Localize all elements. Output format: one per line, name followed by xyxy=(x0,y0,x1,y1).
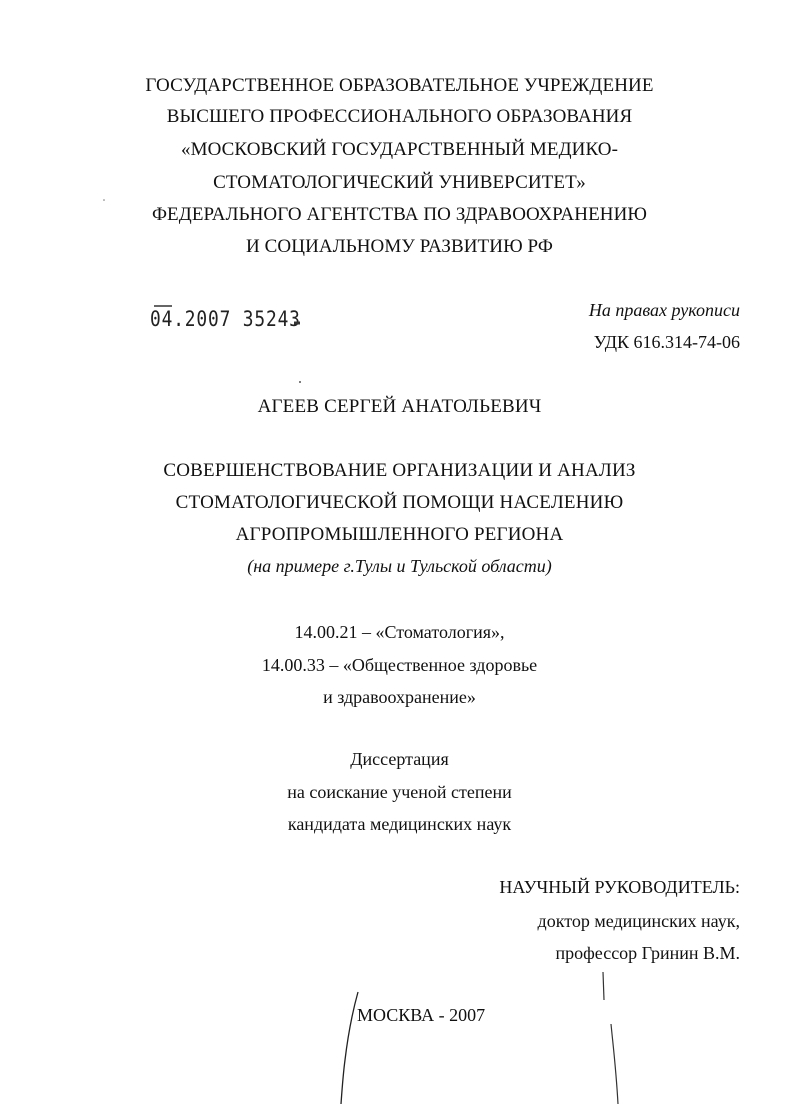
specialty-line-3: и здравоохранение» xyxy=(323,687,476,707)
thesis-title-line-2: СТОМАТОЛОГИЧЕСКОЙ ПОМОЩИ НАСЕЛЕНИЮ xyxy=(175,492,624,513)
manuscript-note: На правах рукописи xyxy=(588,300,740,320)
institution-line-1: ГОСУДАРСТВЕННОЕ ОБРАЗОВАТЕЛЬНОЕ УЧРЕЖДЕНИЕ xyxy=(145,75,654,96)
right-pen-stroke-top xyxy=(603,972,604,1000)
specialty-line-1: 14.00.21 – «Стоматология», xyxy=(294,622,505,642)
thesis-title-line-3: АГРОПРОМЫШЛЕННОГО РЕГИОНА xyxy=(235,524,564,545)
specialty-line-2: 14.00.33 – «Общественное здоровье xyxy=(261,655,538,675)
supervisor-heading: НАУЧНЫЙ РУКОВОДИТЕЛЬ: xyxy=(499,877,740,897)
institution-line-2: ВЫСШЕГО ПРОФЕССИОНАЛЬНОГО ОБРАЗОВАНИЯ xyxy=(166,106,633,127)
thesis-title-line-1: СОВЕРШЕНСТВОВАНИЕ ОРГАНИЗАЦИИ И АНАЛИЗ xyxy=(163,460,636,481)
degree-line-2: на соискание ученой степени xyxy=(287,782,512,802)
degree-line-3: кандидата медицинских наук xyxy=(287,814,512,834)
institution-line-5: ФЕДЕРАЛЬНОГО АГЕНТСТВА ПО ЗДРАВООХРАНЕНИЮ xyxy=(151,204,648,225)
ink-dot xyxy=(103,199,105,201)
registration-stamp: 04.2007 35243 xyxy=(150,307,301,331)
place-year: МОСКВА - 2007 xyxy=(357,1005,486,1025)
supervisor-name: профессор Гринин В.М. xyxy=(555,943,740,963)
institution-line-4: СТОМАТОЛОГИЧЕСКИЙ УНИВЕРСИТЕТ» xyxy=(213,172,586,193)
ink-dot xyxy=(299,381,301,383)
supervisor-degree: доктор медицинских наук, xyxy=(537,911,740,931)
thesis-subtitle: (на примере г.Тулы и Тульской области) xyxy=(247,556,552,576)
left-pen-stroke xyxy=(341,992,358,1104)
author-name: АГЕЕВ СЕРГЕЙ АНАТОЛЬЕВИЧ xyxy=(257,396,542,417)
institution-line-3: «МОСКОВСКИЙ ГОСУДАРСТВЕННЫЙ МЕДИКО- xyxy=(180,139,619,160)
right-pen-stroke-bottom xyxy=(611,1024,618,1104)
institution-line-6: И СОЦИАЛЬНОМУ РАЗВИТИЮ РФ xyxy=(245,236,554,257)
degree-line-1: Диссертация xyxy=(350,749,449,769)
udk-code: УДК 616.314-74-06 xyxy=(593,332,740,352)
